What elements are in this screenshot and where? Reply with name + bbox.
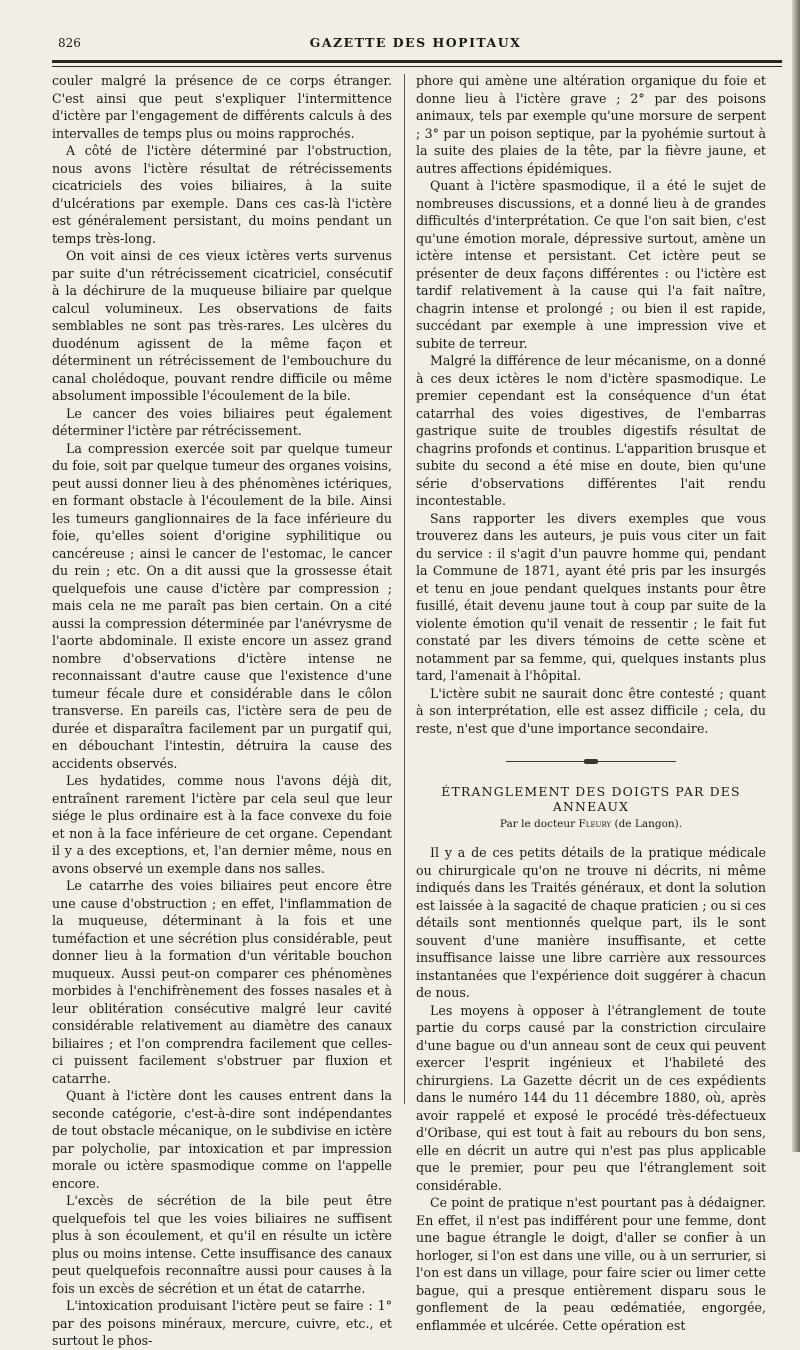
- byline-suffix: (de Langon).: [614, 818, 683, 830]
- header-rule-thin: [52, 66, 782, 67]
- section-ornament: [506, 761, 676, 762]
- page-header: [48, 32, 783, 54]
- paragraph: Ce point de pratique n'est pourtant pas à dédaigner. En effet, il n'est pas indifférent pour une femme, dont une bague étrangle le doigt, d'aller se confier à un horloger, si l'on est dans une ville, ou à un serrurier, si l'on est dans un village, pour faire scier ou limer cette bague, qui a presque entièrement disparu sous le gonflement de la peau œdématiée, engorgée, enflammée et ulcérée. Cette opération est: [416, 1195, 766, 1333]
- page-binding-edge: [792, 0, 800, 1152]
- right-column: [416, 72, 766, 1334]
- paragraph: Quant à l'ictère dont les causes entrent dans la seconde catégorie, c'est-à-dire sont indépendantes de tout obstacle mécanique, on le subdivise en ictère par polycholie, par intoxication et par impression morale ou ictère spasmodique comme on l'appelle encore.: [52, 1088, 392, 1191]
- page-number: 826: [58, 36, 81, 50]
- paragraph: L'excès de sécrétion de la bile peut être quelquefois tel que les voies biliaires ne suffisent plus à son écoulement, et qu'il en résulte un ictère plus ou moins intense. Cette insuffisance des canaux peut quelquefois reconnaître aussi pour causes à la fois un excès de sécrétion et un état de catarrhe.: [52, 1193, 392, 1296]
- paragraph: phore qui amène une altération organique du foie et donne lieu à l'ictère grave ; 2° par des poisons animaux, tels par exemple qu'une morsure de serpent ; 3° par un poison septique, par la pyohémie surtout à la suite des plaies de la tête, par la fièvre jaune, et autres affections épidémiques.: [416, 73, 766, 176]
- paragraph: Les hydatides, comme nous l'avons déjà dit, entraînent rarement l'ictère par cela seul que leur siége le plus ordinaire est à la face convexe du foie et non à la face inférieure de cet organe. Cependant il y a des exceptions, et, l'an dernier même, nous en avons observé un exemple dans nos salles.: [52, 773, 392, 876]
- paragraph: Le cancer des voies biliaires peut également déterminer l'ictère par rétrécissement.: [52, 405, 392, 438]
- paragraph: Il y a de ces petits détails de la pratique médicale ou chirurgicale qu'on ne trouve ni décrits, ni même indiqués dans les Traités généraux, et dont la solution est laissée à la sagacité de chaque praticien ; ou si ces détails sont mentionnés quelque part, ils le sont souvent d'une manière insuffisante, et cette insuffisance laisse une libre carrière aux ressources instantanées que l'expérience doit suggérer à chacun de nous.: [416, 845, 766, 1000]
- byline-prefix: Par le docteur: [499, 818, 576, 830]
- paragraph: Le catarrhe des voies biliaires peut encore être une cause d'obstruction ; en effet, l'inflammation de la muqueuse, déterminant à la fois et une tuméfaction et une sécrétion plus considérable, peut donner lieu à la formation d'un véritable bouchon muqueux. Aussi peut-on comparer ces phénomènes morbides à l'enchifrènement des fosses nasales et à leur oblitération consécutive malgré leur cavité considérable relativement au diamètre des canaux biliaires ; et l'on comprendra facilement que celles-ci puissent facilement s'obstruer par fluxion et catarrhe.: [52, 878, 392, 1086]
- paragraph: On voit ainsi de ces vieux ictères verts survenus par suite d'un rétrécissement cicatriciel, consécutif à la déchirure de la muqueuse biliaire par quelque calcul volumineux. Les observations de faits semblables ne sont pas très-rares. Les ulcères du duodénum agissent de la même façon et déterminent un rétrécissement de l'embouchure du canal cholédoque, pouvant rendre difficile ou même absolument impossible l'écoulement de la bile.: [52, 248, 392, 403]
- left-column: [52, 72, 392, 1350]
- paragraph: La compression exercée soit par quelque tumeur du foie, soit par quelque tumeur des organes voisins, peut aussi donner lieu à des phénomènes ictériques, en formant obstacle à l'écoulement de la bile. Ainsi les tumeurs ganglionnaires de la face inférieure du foie, qu'elles soient d'origine syphilitique ou cancéreuse ; ainsi le cancer de l'estomac, le cancer du rein ; etc. On a dit aussi que la grossesse était quelquefois une cause d'ictère par compression ; mais cela ne me paraît pas bien certain. On a cité aussi la compression déterminée par l'anévrysme de l'aorte abdominale. Il existe encore un assez grand nombre d'observations d'ictère intense ne reconnaissant d'autre cause que l'existence d'une tumeur fécale dure et considérable dans le côlon transverse. En pareils cas, l'ictère sera de peu de durée et disparaîtra facilement par un purgatif qui, en débouchant l'intestin, détruira la cause des accidents observés.: [52, 440, 392, 771]
- paragraph: L'intoxication produisant l'ictère peut se faire : 1° par des poisons minéraux, mercure, cuivre, etc., et surtout le phos-: [52, 1298, 392, 1348]
- article-byline: [416, 818, 766, 830]
- header-rule-thick: [52, 60, 782, 63]
- paragraph: L'ictère subit ne saurait donc être contesté ; quant à son interprétation, elle est assez difficile ; cela, du reste, n'est que d'une importance secondaire.: [416, 685, 766, 736]
- paragraph: Quant à l'ictère spasmodique, il a été le sujet de nombreuses discussions, et a donné lieu à de grandes difficultés d'interprétation. Ce que l'on sait bien, c'est qu'une émotion morale, dépressive surtout, amène un ictère intense et persistant. Cet ictère peut se présenter de deux façons différentes : ou l'ictère est tardif relativement à la cause qui l'a fait naître, chagrin intense et prolongé ; ou bien il est rapide, succédant par exemple à une impression vive et subite de terreur.: [416, 178, 766, 351]
- column-divider: [404, 74, 405, 1104]
- paragraph: Sans rapporter les divers exemples que vous trouverez dans les auteurs, je puis vous citer un fait du service : il s'agit d'un pauvre homme qui, pendant la Commune de 1871, ayant été pris par les insurgés et tenu en joue pendant quelques instants pour être fusillé, était devenu jaune tout à coup par suite de la violente émotion qu'il venait de ressentir ; le fait fut constaté par les divers témoins de cette scène et notamment par sa femme, qui, quelques instants plus tard, l'amenait à l'hôpital.: [416, 510, 766, 683]
- byline-author: Fleury: [578, 818, 612, 830]
- journal-title: GAZETTE DES HOPITAUX: [309, 35, 522, 50]
- paragraph: couler malgré la présence de ce corps étranger. C'est ainsi que peut s'expliquer l'intermittence d'ictère par l'engagement de différents calculs à des intervalles de temps plus ou moins rapprochés.: [52, 73, 392, 141]
- paragraph: A côté de l'ictère déterminé par l'obstruction, nous avons l'ictère résultat de rétrécissements cicatriciels des voies biliaires, à la suite d'ulcérations par exemple. Dans ces cas-là l'ictère est généralement persistant, du moins pendant un temps très-long.: [52, 143, 392, 246]
- paragraph: Malgré la différence de leur mécanisme, on a donné à ces deux ictères le nom d'ictère spasmodique. Le premier cependant est la conséquence d'un état catarrhal des voies digestives, de l'embarras gastrique suite de troubles digestifs résultat de chagrins profonds et continus. L'apparition brusque et subite du second a été mise en doute, bien qu'une série d'observations différentes l'ait rendu incontestable.: [416, 353, 766, 508]
- paragraph: Les moyens à opposer à l'étranglement de toute partie du corps causé par la constriction circulaire d'une bague ou d'un anneau sont de ceux qui peuvent exercer l'esprit ingénieux et l'habileté des chirurgiens. La Gazette décrit un de ces expédients dans le numéro 144 du 11 décembre 1880, où, après avoir rappelé et exposé le procédé très-défectueux d'Oribase, qui est tout à fait au rebours du bon sens, elle en décrit un autre qui n'est pas plus applicable que le premier, pour peu que l'étranglement soit considérable.: [416, 1002, 766, 1193]
- article-title: ÉTRANGLEMENT DES DOIGTS PAR DES ANNEAUX: [441, 784, 741, 814]
